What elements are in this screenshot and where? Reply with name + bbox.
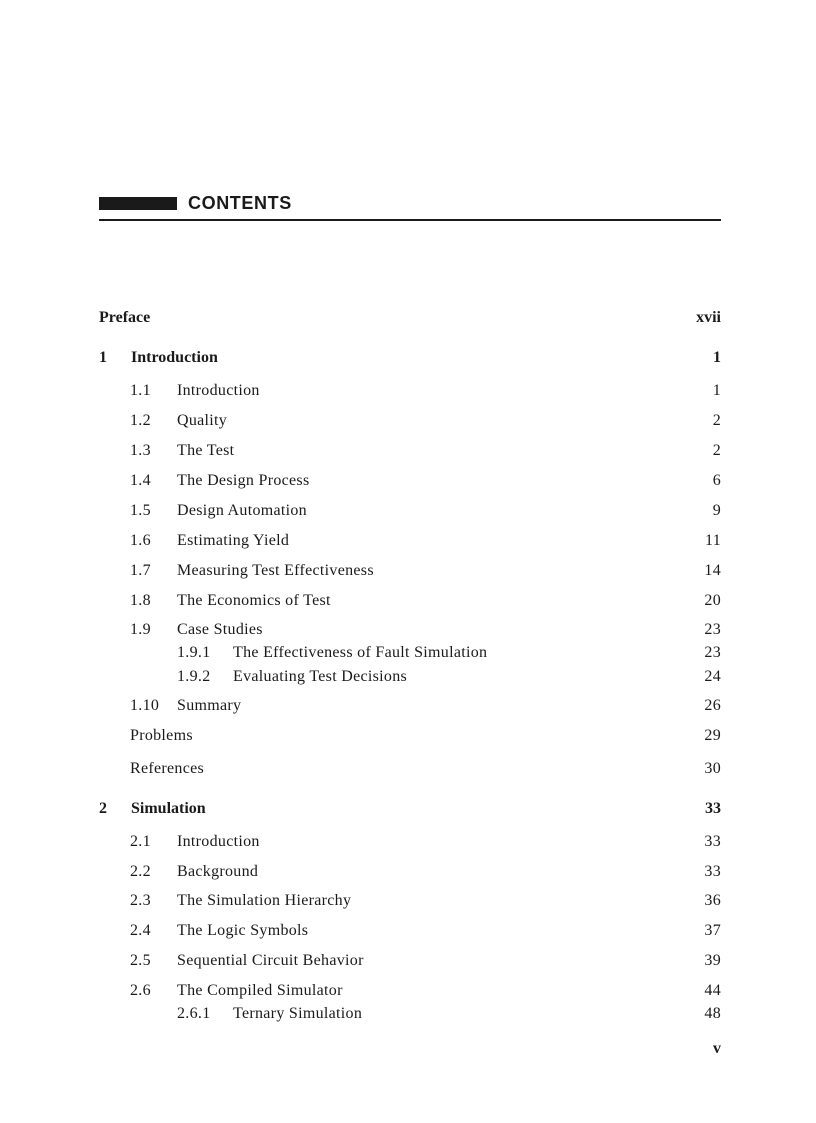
toc-section-number: 2.6 [130, 982, 151, 999]
toc-section-title: The Test [177, 442, 235, 459]
toc-chapter-1[interactable] [99, 347, 721, 369]
toc-chapter-number: 2 [99, 800, 107, 817]
toc-section-number: 2.5 [130, 952, 151, 969]
toc-subsection-number: 1.9.1 [177, 644, 211, 661]
toc-entry-title: References [130, 760, 205, 777]
toc-section-page: 2 [712, 442, 721, 459]
toc-chapter-page: 33 [705, 800, 721, 817]
toc-section-page: 23 [704, 621, 721, 638]
toc-section-page: 20 [704, 592, 721, 609]
toc-section-title: The Design Process [177, 472, 310, 489]
toc-section-number: 1.7 [130, 562, 151, 579]
toc-section-page: 11 [704, 532, 721, 549]
toc-section-title: Introduction [177, 382, 260, 399]
toc-section-2-1[interactable] [99, 831, 721, 853]
toc-section-page: 37 [704, 922, 721, 939]
toc-entry-references[interactable] [99, 758, 721, 780]
toc-subsection-number: 1.9.2 [177, 668, 211, 685]
toc-section-page: 1 [712, 382, 721, 399]
toc-section-page: 6 [712, 472, 721, 489]
toc-entry-page: xvii [696, 309, 721, 326]
toc-section-page: 33 [704, 863, 721, 880]
toc-section-page: 9 [712, 502, 721, 519]
toc-section-title: Design Automation [177, 502, 307, 519]
toc-section-title: Case Studies [177, 621, 263, 638]
toc-section-title: The Simulation Hierarchy [177, 892, 352, 909]
toc-subsection-1-9-2[interactable] [99, 666, 721, 688]
toc-section-title: Estimating Yield [177, 532, 290, 549]
toc-section-page: 44 [704, 982, 721, 999]
toc-section-page: 2 [712, 412, 721, 429]
toc-section-1-10[interactable] [99, 695, 721, 717]
toc-section-1-2[interactable] [99, 410, 721, 432]
toc-section-1-4[interactable] [99, 470, 721, 492]
page-number: v [713, 1040, 721, 1057]
toc-section-1-7[interactable] [99, 560, 721, 582]
toc-entry-preface[interactable] [99, 307, 721, 329]
toc-chapter-title: Introduction [131, 349, 218, 366]
toc-section-number: 2.2 [130, 863, 151, 880]
toc-section-number: 1.10 [130, 697, 160, 714]
toc-chapter-title: Simulation [131, 800, 206, 817]
toc-section-2-2[interactable] [99, 861, 721, 883]
contents-header [99, 193, 721, 223]
toc-section-title: Measuring Test Effectiveness [177, 562, 374, 579]
toc-chapter-number: 1 [99, 349, 107, 366]
toc-section-1-5[interactable] [99, 500, 721, 522]
toc-chapter-page: 1 [713, 349, 721, 366]
toc-section-number: 1.1 [130, 382, 151, 399]
toc-subsection-title: Evaluating Test Decisions [233, 668, 408, 685]
toc-section-number: 1.4 [130, 472, 151, 489]
toc-entry-page: 29 [704, 727, 721, 744]
toc-section-2-6[interactable] [99, 980, 721, 1002]
toc-subsection-page: 23 [704, 644, 721, 661]
toc-section-title: The Logic Symbols [177, 922, 309, 939]
toc-entry-title: Preface [99, 309, 151, 326]
toc-subsection-number: 2.6.1 [177, 1005, 211, 1022]
toc-section-title: Sequential Circuit Behavior [177, 952, 364, 969]
toc-section-number: 1.2 [130, 412, 151, 429]
toc-subsection-page: 24 [704, 668, 721, 685]
toc-section-page: 36 [704, 892, 721, 909]
toc-subsection-1-9-1[interactable] [99, 642, 721, 664]
toc-section-page: 14 [704, 562, 721, 579]
toc-entry-problems[interactable] [99, 725, 721, 747]
toc-section-number: 1.5 [130, 502, 151, 519]
toc-subsection-page: 48 [704, 1005, 721, 1022]
toc-section-page: 39 [704, 952, 721, 969]
toc-entry-page: 30 [704, 760, 721, 777]
toc-section-title: Introduction [177, 833, 260, 850]
toc-section-number: 1.6 [130, 532, 151, 549]
toc-subsection-title: The Effectiveness of Fault Simulation [233, 644, 488, 661]
toc-section-number: 1.3 [130, 442, 151, 459]
toc-section-2-3[interactable] [99, 890, 721, 912]
toc-section-page: 26 [704, 697, 721, 714]
toc-section-number: 2.3 [130, 892, 151, 909]
toc-section-1-8[interactable] [99, 590, 721, 612]
toc-section-page: 33 [704, 833, 721, 850]
toc-section-number: 2.1 [130, 833, 151, 850]
toc-section-number: 1.9 [130, 621, 151, 638]
header-rule [99, 219, 721, 221]
toc-subsection-title: Ternary Simulation [233, 1005, 363, 1022]
toc-section-title: Quality [177, 412, 228, 429]
toc-section-1-3[interactable] [99, 440, 721, 462]
toc-subsection-2-6-1[interactable] [99, 1003, 721, 1025]
toc-section-2-4[interactable] [99, 920, 721, 942]
toc-section-title: Background [177, 863, 259, 880]
toc-entry-title: Problems [130, 727, 193, 744]
toc-chapter-2[interactable] [99, 798, 721, 820]
toc-section-1-9[interactable] [99, 619, 721, 641]
toc-section-number: 2.4 [130, 922, 151, 939]
toc-section-1-1[interactable] [99, 380, 721, 402]
toc-section-title: The Compiled Simulator [177, 982, 343, 999]
toc-section-title: Summary [177, 697, 242, 714]
toc-section-title: The Economics of Test [177, 592, 331, 609]
toc-section-2-5[interactable] [99, 950, 721, 972]
toc-section-1-6[interactable] [99, 530, 721, 552]
toc-section-number: 1.8 [130, 592, 151, 609]
page-title: CONTENTS [188, 193, 292, 213]
header-bar-decoration [99, 197, 177, 210]
